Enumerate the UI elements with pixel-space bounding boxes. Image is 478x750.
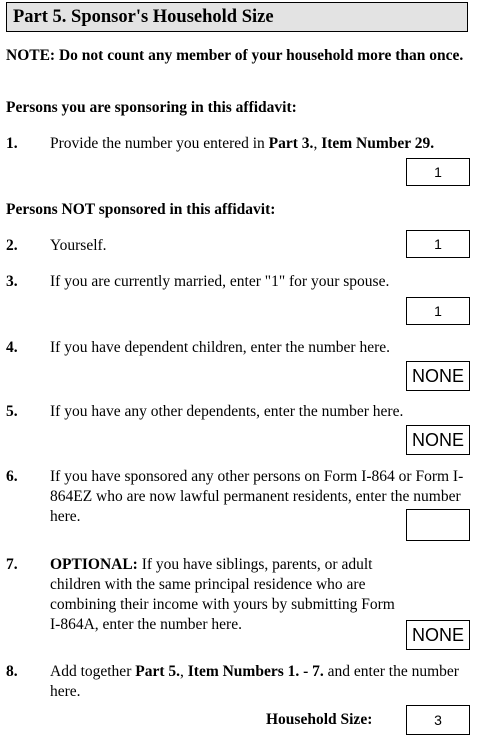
item-text: If you are currently married, enter "1" for your spouse.	[50, 273, 390, 290]
item-6-field[interactable]	[406, 509, 470, 541]
item-text: Provide the number you entered in Part 3., Item Number 29.	[50, 135, 435, 152]
item-number: 2.	[6, 237, 18, 254]
note-text: NOTE: Do not count any member of your household more than once.	[6, 47, 464, 64]
section-title: Part 5. Sponsor's Household Size	[13, 7, 274, 27]
item-number: 5.	[6, 403, 18, 420]
item-text: If you have sponsored any other persons on Form I-864 or Form I-864EZ who are now lawful permanent residents, enter the number here.	[50, 468, 464, 525]
item-3-field[interactable]: 1	[406, 297, 470, 325]
section-header	[6, 2, 468, 32]
item-text: OPTIONAL: If you have siblings, parents, or adult children with the same principal residence who are combining their income with yours by submitting Form I-864A, enter the number here.	[50, 556, 395, 633]
item-number: 1.	[6, 135, 18, 152]
item-number: 8.	[6, 663, 18, 680]
household-size-label: Household Size:	[266, 711, 373, 728]
item-text: If you have dependent children, enter the number here.	[50, 339, 390, 356]
item-7-field[interactable]: NONE	[406, 620, 470, 650]
item-4-field[interactable]: NONE	[406, 361, 470, 391]
item-1-field[interactable]: 1	[406, 158, 470, 186]
item-text: Add together Part 5., Item Numbers 1. - 7. and enter the number here.	[50, 663, 459, 700]
item-text: Yourself.	[50, 237, 107, 254]
item-text: If you have any other dependents, enter the number here.	[50, 403, 404, 420]
item-number: 3.	[6, 273, 18, 290]
item-5-field[interactable]: NONE	[406, 425, 470, 455]
item-2-field[interactable]: 1	[406, 230, 470, 258]
item-number: 7.	[6, 556, 18, 573]
section-not-sponsored: Persons NOT sponsored in this affidavit:	[6, 201, 276, 218]
section-sponsoring: Persons you are sponsoring in this affidavit:	[6, 99, 297, 116]
household-size-field[interactable]: 3	[406, 705, 470, 735]
item-number: 6.	[6, 468, 18, 485]
item-number: 4.	[6, 339, 18, 356]
